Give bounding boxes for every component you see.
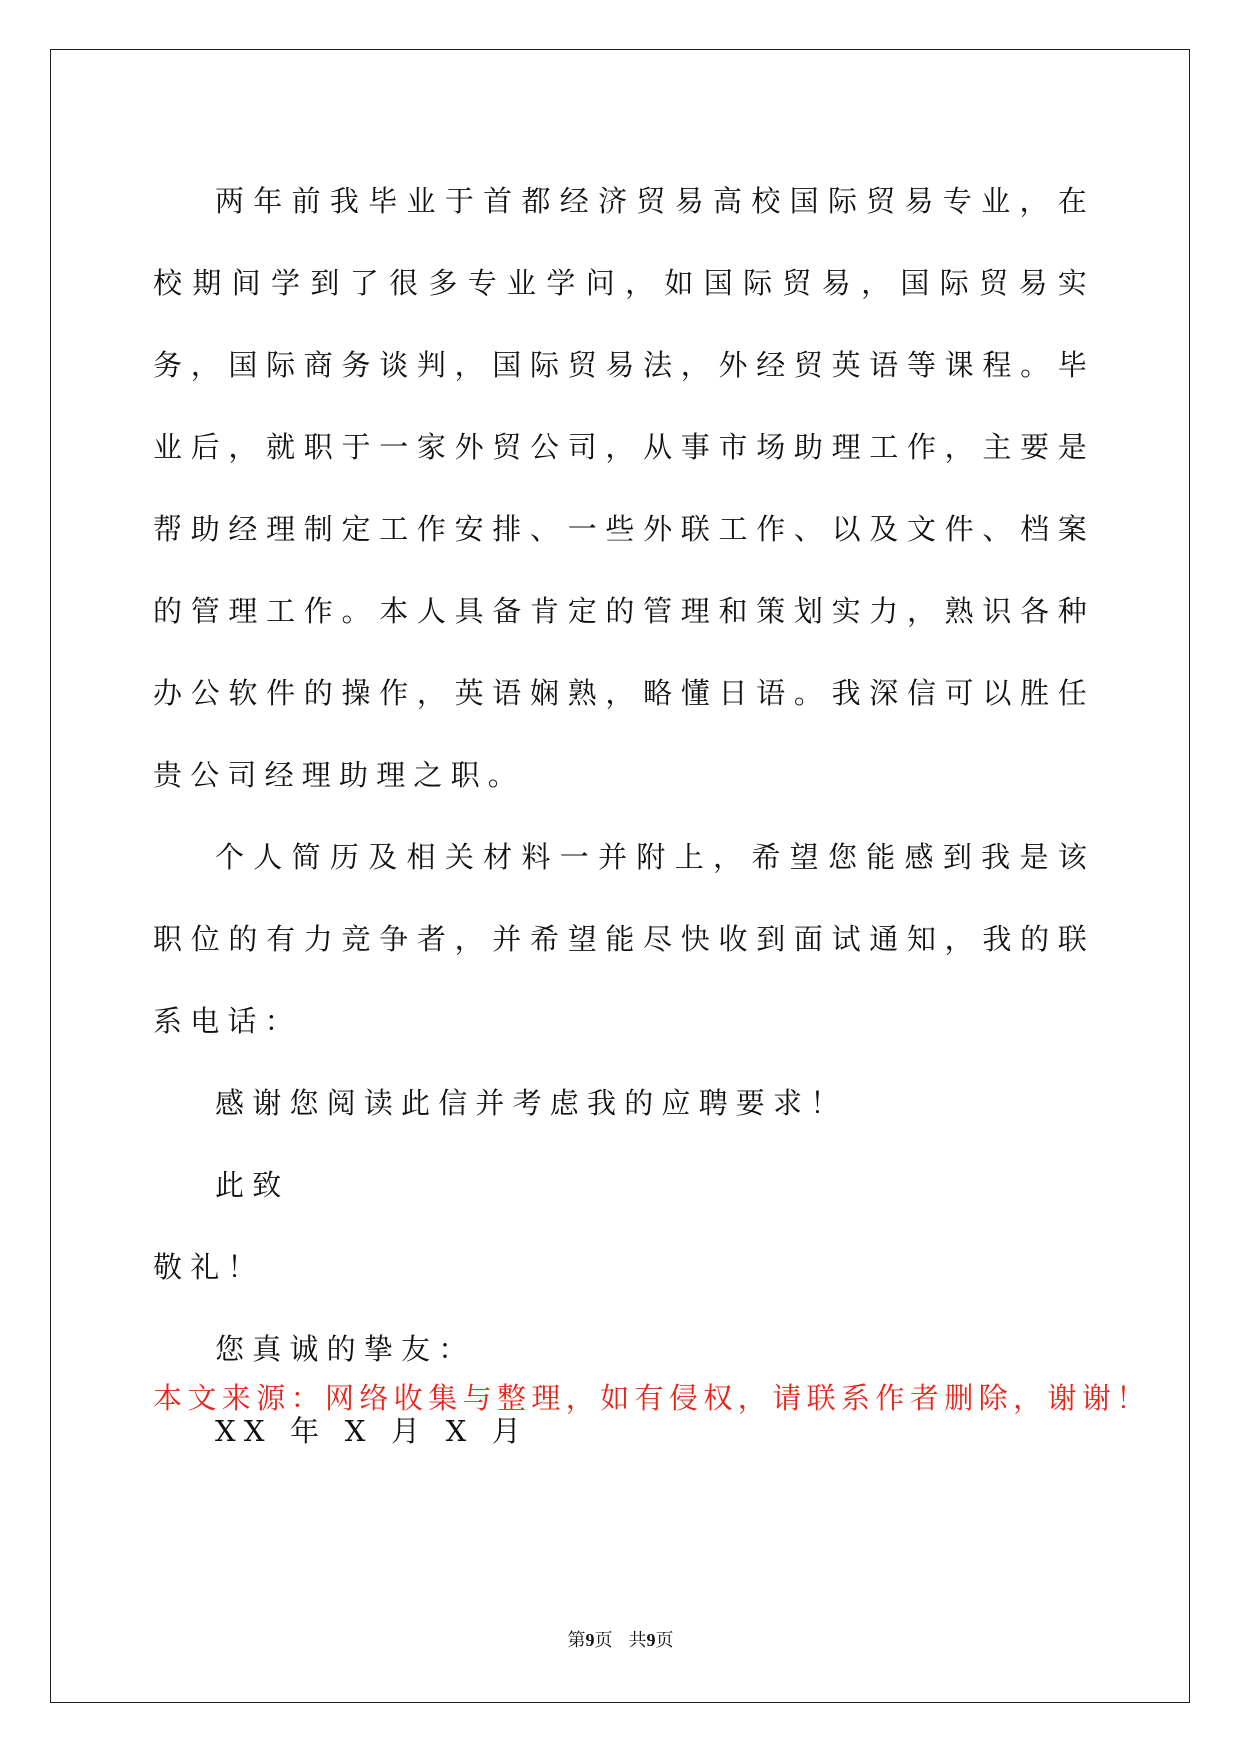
footer-page-suffix: 页 bbox=[594, 1630, 613, 1650]
footer-total-prefix: 共 bbox=[628, 1630, 647, 1650]
paragraph-thanks: 感谢您阅读此信并考虑我的应聘要求！ bbox=[215, 1086, 848, 1120]
closing-line: 此致 bbox=[215, 1168, 290, 1202]
date-line: XX 年 X 月 X 月 bbox=[215, 1414, 530, 1448]
footer-total-suffix: 页 bbox=[655, 1630, 674, 1650]
letter-body bbox=[153, 160, 1095, 1472]
footer-page-prefix: 第 bbox=[567, 1630, 586, 1650]
source-note: 本文来源：网络收集与整理，如有侵权，请联系作者删除，谢谢！ bbox=[153, 1381, 1151, 1415]
footer-total-pages: 9 bbox=[646, 1630, 656, 1650]
salute-line: 敬礼！ bbox=[153, 1250, 265, 1284]
sign-off-line: 您真诚的挚友： bbox=[215, 1332, 476, 1366]
page-footer bbox=[0, 1628, 1241, 1652]
paragraph-request: 个人简历及相关材料一并附上，希望您能感到我是该职位的有力竞争者，并希望能尽快收到面试通知，我的联系电话： bbox=[153, 840, 1095, 1038]
paragraph-background: 两年前我毕业于首都经济贸易高校国际贸易专业，在校期间学到了很多专业学问，如国际贸易，国际贸易实务，国际商务谈判，国际贸易法，外经贸英语等课程。毕业后，就职于一家外贸公司，从事市场助理工作，主要是帮助经理制定工作安排、一些外联工作、以及文件、档案的管理工作。本人具备肯定的管理和策划实力，熟识各种办公软件的操作，英语娴熟，略懂日语。我深信可以胜任贵公司经理助理之职。 bbox=[153, 184, 1095, 792]
footer-page-number: 9 bbox=[585, 1630, 595, 1650]
